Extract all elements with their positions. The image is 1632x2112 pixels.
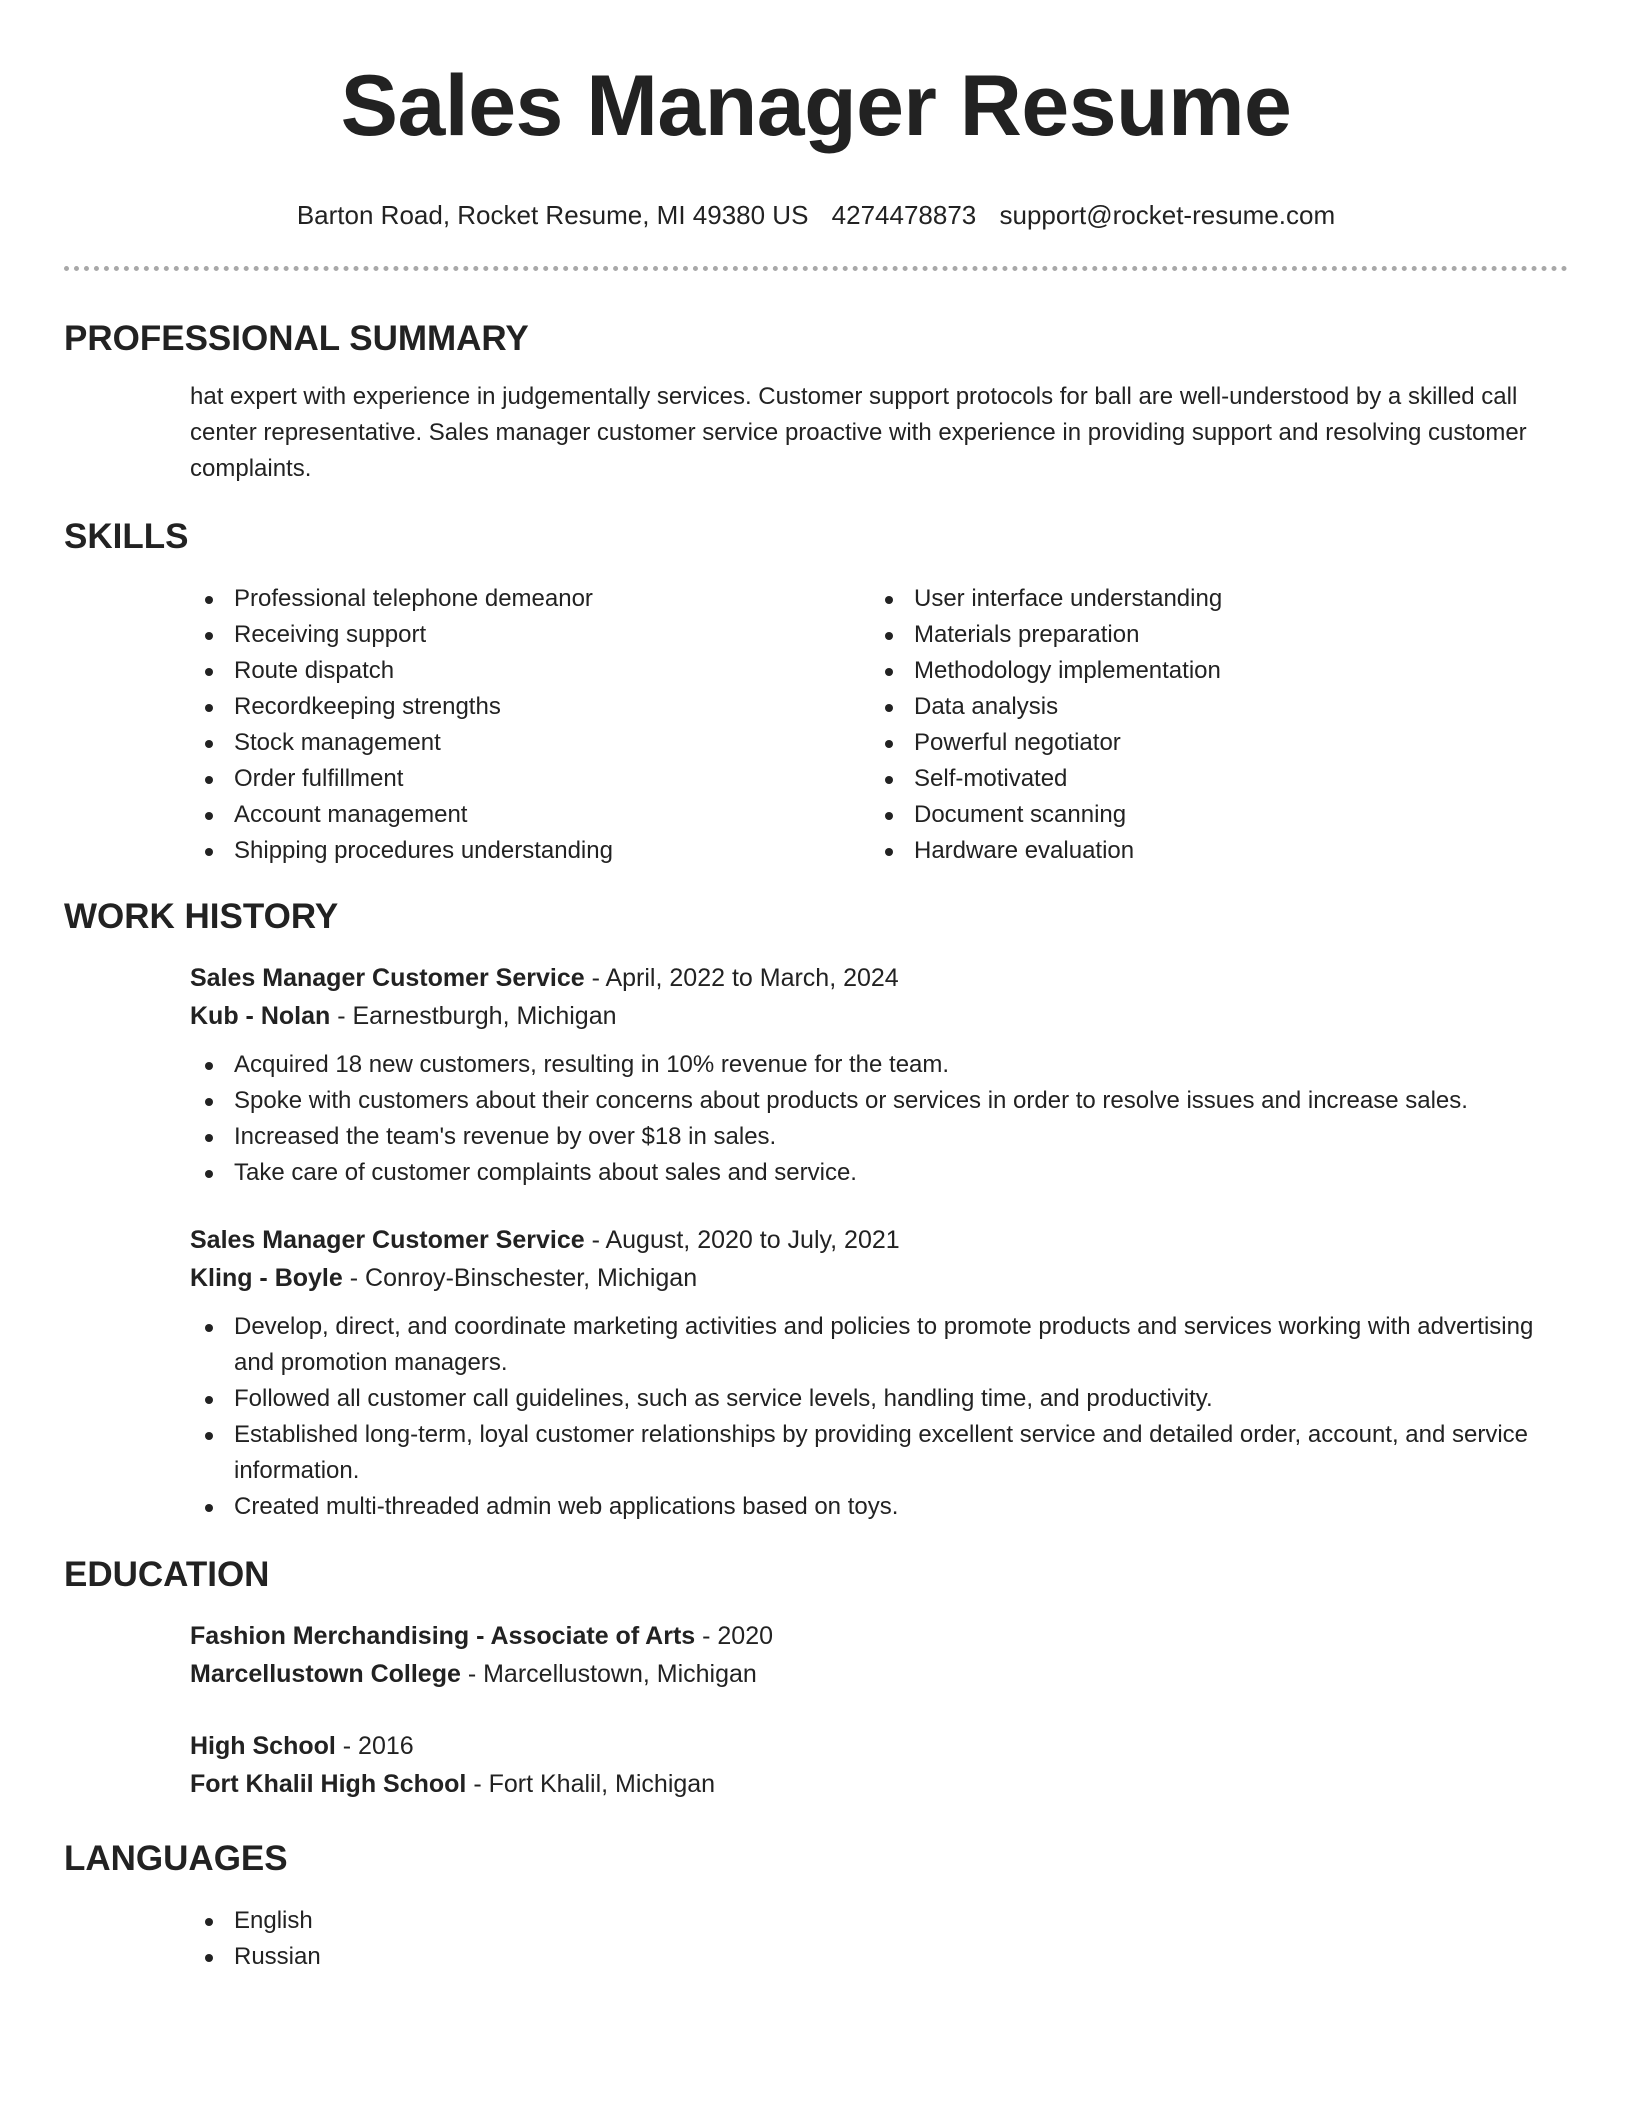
education-degree: Fashion Merchandising - Associate of Arts <box>190 1622 696 1650</box>
education-school-line <box>190 1765 1568 1803</box>
skill-item: Shipping procedures understanding <box>190 833 870 869</box>
job-title-line <box>190 1221 1568 1259</box>
job-entry <box>190 959 1568 1191</box>
job-location: - Earnestburgh, Michigan <box>330 1002 617 1030</box>
contact-line <box>64 198 1568 232</box>
skills-column-right <box>870 581 1550 869</box>
skill-item: Materials preparation <box>870 617 1550 653</box>
skills-column-left <box>190 581 870 869</box>
language-item: English <box>190 1903 1568 1939</box>
section-heading-summary: PROFESSIONAL SUMMARY <box>64 319 529 358</box>
job-dates: - April, 2022 to March, 2024 <box>584 964 899 992</box>
languages-list <box>190 1903 1568 1975</box>
skill-item: Methodology implementation <box>870 653 1550 689</box>
summary-text: hat expert with experience in judgementally services. Customer support protocols for ball are well-understood by a skilled call center representative. Sales manager customer service proactive with experience in providing support and resolving customer complaints. <box>190 383 1527 482</box>
education-entry <box>190 1727 1568 1803</box>
education-degree-line <box>190 1727 1568 1765</box>
job-title: Sales Manager Customer Service <box>190 1226 585 1254</box>
skill-item: Order fulfillment <box>190 761 870 797</box>
education-year: - 2016 <box>335 1732 414 1760</box>
languages-bullets <box>190 1903 1568 1975</box>
education-year: - 2020 <box>695 1622 774 1650</box>
job-title: Sales Manager Customer Service <box>190 964 585 992</box>
education-school-line <box>190 1655 1568 1693</box>
job-entry <box>190 1221 1568 1525</box>
job-bullet: Established long-term, loyal customer relationships by providing excellent service and detailed order, account, and service information. <box>190 1417 1548 1489</box>
skill-item: Account management <box>190 797 870 833</box>
education-entry <box>190 1617 1568 1693</box>
job-bullet: Increased the team's revenue by over $18 in sales. <box>190 1119 1548 1155</box>
section-heading-languages: LANGUAGES <box>64 1839 288 1878</box>
job-bullet: Develop, direct, and coordinate marketing activities and policies to promote products and services working with advertising and promotion managers. <box>190 1309 1548 1381</box>
skill-item: Professional telephone demeanor <box>190 581 870 617</box>
skill-item: Document scanning <box>870 797 1550 833</box>
header-divider <box>64 266 1568 271</box>
skill-item: Self-motivated <box>870 761 1550 797</box>
job-company: Kling - Boyle <box>190 1264 343 1292</box>
section-heading-skills: SKILLS <box>64 517 189 556</box>
job-bullet: Take care of customer complaints about sales and service. <box>190 1155 1548 1191</box>
job-bullets <box>190 1047 1568 1191</box>
job-title-line <box>190 959 1568 997</box>
education-degree-line <box>190 1617 1568 1655</box>
education-school: Fort Khalil High School <box>190 1770 467 1798</box>
job-company-line <box>190 1259 1568 1297</box>
job-company: Kub - Nolan <box>190 1002 331 1030</box>
contact-address: Barton Road, Rocket Resume, MI 49380 US <box>296 200 809 230</box>
skill-item: Stock management <box>190 725 870 761</box>
education-location: - Marcellustown, Michigan <box>460 1660 757 1688</box>
skill-item: Receiving support <box>190 617 870 653</box>
section-heading-work: WORK HISTORY <box>64 897 339 936</box>
education-location: - Fort Khalil, Michigan <box>466 1770 716 1798</box>
education-school: Marcellustown College <box>190 1660 461 1688</box>
section-heading-education: EDUCATION <box>64 1555 270 1594</box>
job-dates: - August, 2020 to July, 2021 <box>584 1226 900 1254</box>
contact-phone: 4274478873 <box>831 200 977 230</box>
contact-email: support@rocket-resume.com <box>999 200 1336 230</box>
job-bullet: Spoke with customers about their concerns about products or services in order to resolve issues and increase sales. <box>190 1083 1548 1119</box>
job-location: - Conroy-Binschester, Michigan <box>342 1264 698 1292</box>
job-bullet: Followed all customer call guidelines, such as service levels, handling time, and productivity. <box>190 1381 1548 1417</box>
resume-title: Sales Manager Resume <box>340 58 1292 154</box>
job-company-line <box>190 997 1568 1035</box>
skill-item: Route dispatch <box>190 653 870 689</box>
skills-list <box>190 581 1568 869</box>
language-item: Russian <box>190 1939 1568 1975</box>
job-bullet: Acquired 18 new customers, resulting in 10% revenue for the team. <box>190 1047 1548 1083</box>
job-bullets <box>190 1309 1568 1525</box>
skill-item: Powerful negotiator <box>870 725 1550 761</box>
job-bullet: Created multi-threaded admin web applications based on toys. <box>190 1489 1548 1525</box>
skill-item: Hardware evaluation <box>870 833 1550 869</box>
skill-item: User interface understanding <box>870 581 1550 617</box>
skill-item: Recordkeeping strengths <box>190 689 870 725</box>
skill-item: Data analysis <box>870 689 1550 725</box>
education-degree: High School <box>190 1732 336 1760</box>
